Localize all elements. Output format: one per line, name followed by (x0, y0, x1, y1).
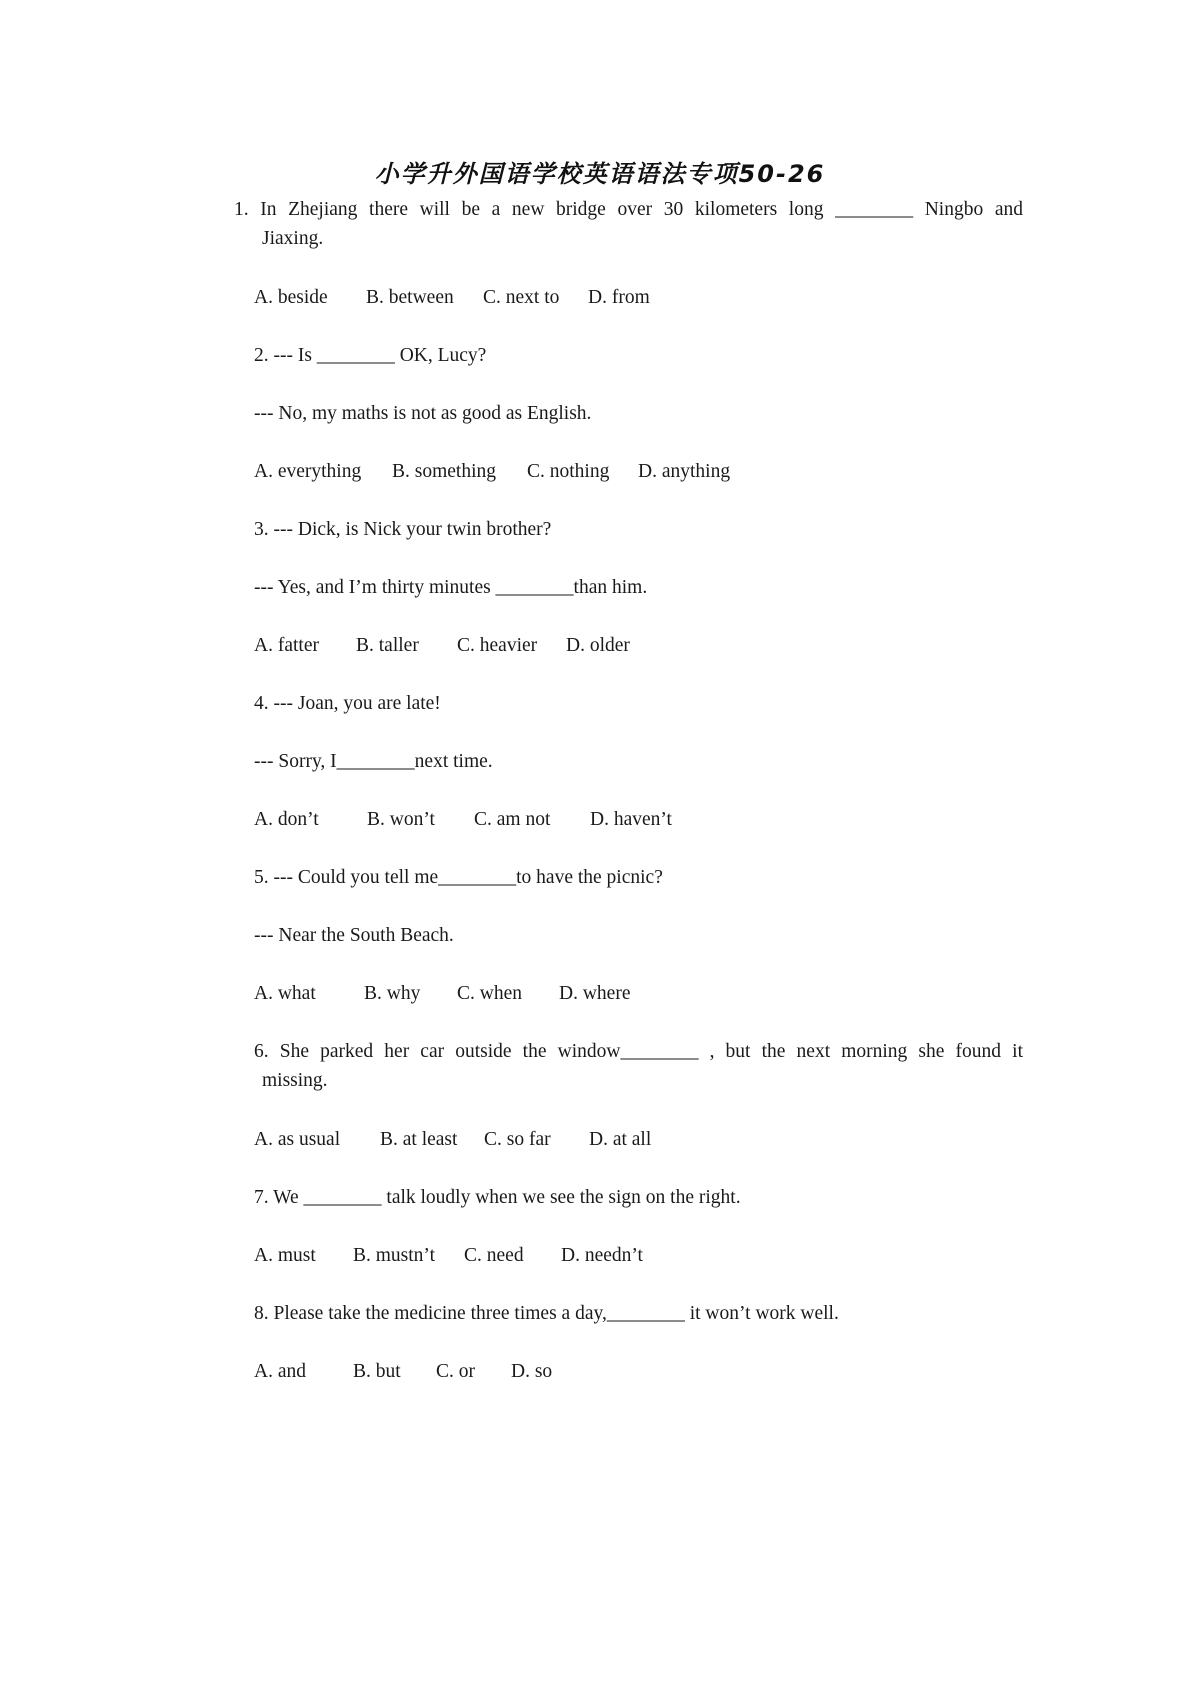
question-4-option-c: C. am not (474, 809, 551, 830)
question-5-option-d: D. where (559, 983, 631, 1004)
page-title: 小学升外国语学校英语语法专项50-26 (374, 160, 826, 188)
question-7-option-a: A. must (254, 1245, 316, 1266)
question-2-option-d: D. anything (638, 461, 731, 482)
question-5-option-c: C. when (457, 983, 522, 1004)
question-4-reply: --- Sorry, I________next time. (254, 751, 493, 772)
question-4-stem: 4. --- Joan, you are late! (254, 693, 441, 714)
question-7-stem: 7. We ________ talk loudly when we see the sign on the right. (254, 1187, 741, 1208)
question-8-option-b: B. but (353, 1361, 401, 1382)
question-7-option-c: C. need (464, 1245, 524, 1266)
question-5-stem: 5. --- Could you tell me________to have the picnic? (254, 867, 663, 888)
question-6-option-a: A. as usual (254, 1129, 341, 1150)
question-7-option-d: D. needn’t (561, 1245, 643, 1266)
question-6-option-b: B. at least (380, 1129, 458, 1150)
question-8-option-d: D. so (511, 1361, 553, 1382)
question-6-option-d: D. at all (589, 1129, 652, 1150)
question-2-stem: 2. --- Is ________ OK, Lucy? (254, 345, 487, 366)
question-4-option-d: D. haven’t (590, 809, 672, 830)
question-1-option-c: C. next to (483, 287, 560, 308)
question-2-reply: --- No, my maths is not as good as English. (254, 403, 592, 424)
question-1-option-b: B. between (366, 287, 454, 308)
question-2-option-a: A. everything (254, 461, 362, 482)
question-5-reply: --- Near the South Beach. (254, 925, 454, 946)
question-4-option-b: B. won’t (367, 809, 435, 830)
question-6-stem: 6. She parked her car outside the window________ , but the next morning she found it (254, 1041, 1023, 1062)
question-3-option-a: A. fatter (254, 635, 319, 656)
question-1-stem: 1. In Zhejiang there will be a new bridge over 30 kilometers long ________ Ningbo and (234, 199, 1023, 220)
question-4-option-a: A. don’t (254, 809, 319, 830)
question-8-option-a: A. and (254, 1361, 306, 1382)
question-2-option-b: B. something (392, 461, 497, 482)
question-3-option-b: B. taller (356, 635, 419, 656)
question-1-option-d: D. from (588, 287, 650, 308)
question-1-option-a: A. beside (254, 287, 328, 308)
question-7-option-b: B. mustn’t (353, 1245, 435, 1266)
question-8-stem: 8. Please take the medicine three times a day,________ it won’t work well. (254, 1303, 839, 1324)
question-3-option-d: D. older (566, 635, 630, 656)
question-3-stem: 3. --- Dick, is Nick your twin brother? (254, 519, 552, 540)
question-8-option-c: C. or (436, 1361, 475, 1382)
question-3-reply: --- Yes, and I’m thirty minutes ________than him. (254, 577, 648, 598)
question-6-stem-continued: missing. (262, 1070, 328, 1091)
question-6-option-c: C. so far (484, 1129, 551, 1150)
question-5-option-a: A. what (254, 983, 316, 1004)
question-2-option-c: C. nothing (527, 461, 610, 482)
question-3-option-c: C. heavier (457, 635, 538, 656)
question-5-option-b: B. why (364, 983, 421, 1004)
question-1-stem-continued: Jiaxing. (262, 228, 324, 249)
